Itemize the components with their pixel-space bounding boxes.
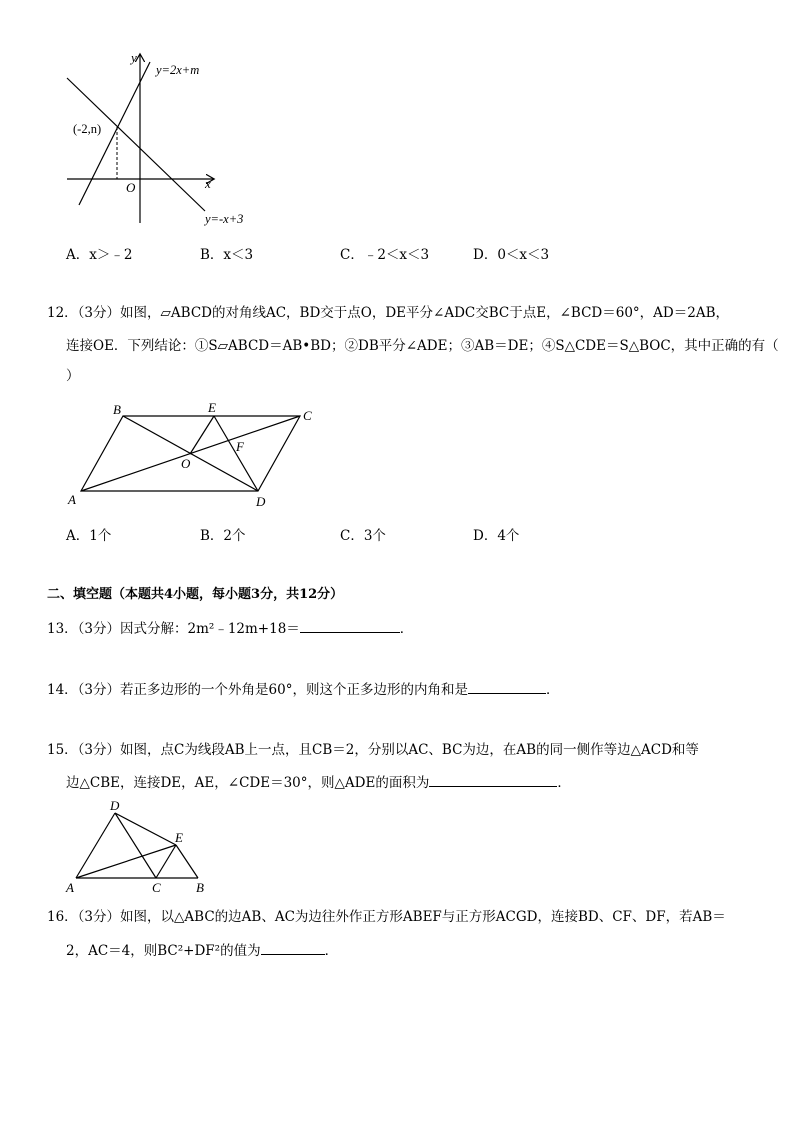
q12-option-d[interactable]: D．4个	[473, 528, 520, 544]
q12-option-a[interactable]: A．1个	[66, 528, 112, 544]
q12-figure	[60, 398, 330, 513]
q13-text: 13．（3分）因式分解：2m²﹣12m+18＝	[47, 621, 300, 637]
q15-answer-blank[interactable]	[429, 772, 557, 787]
q13-question	[47, 618, 413, 639]
point-d-label: D	[256, 494, 266, 509]
point-a-label: A	[68, 492, 76, 507]
line1-label: y=2x+m	[156, 63, 200, 77]
q16-end: ．	[324, 943, 339, 959]
q15-line2	[66, 772, 571, 793]
q13-answer-blank[interactable]	[300, 618, 400, 633]
line-y-neg-x-plus-3	[67, 78, 205, 211]
q16-answer-blank[interactable]	[261, 940, 325, 955]
point-f-label: F	[236, 439, 244, 454]
point-a-label: A	[66, 880, 74, 895]
q12-line2: 连接OE．下列结论：①S▱ABCD＝AB•BD；②DB平分∠ADE；③AB＝DE；④S△CDE＝S△BOC，其中正确的有（	[66, 338, 779, 354]
q15-line2-text: 边△CBE，连接DE，AE，∠CDE＝30°，则△ADE的面积为	[66, 775, 430, 791]
point-e-label: E	[208, 400, 216, 415]
origin-label: O	[126, 180, 136, 195]
point-b-label: B	[113, 402, 121, 417]
q14-end: ．	[545, 682, 560, 698]
point-label: (-2,n)	[73, 122, 102, 136]
q12-line1: 12．（3分）如图，▱ABCD的对角线AC，BD交于点O，DE平分∠ADC交BC于点E，∠BCD＝60°，AD＝2AB，	[47, 305, 730, 321]
section-heading: 二、填空题（本题共4小题，每小题3分，共12分）	[47, 587, 344, 602]
q12-line3: ）	[66, 368, 80, 384]
point-c-label: C	[152, 880, 161, 895]
q14-question	[47, 679, 559, 700]
q12-option-c[interactable]: C．3个	[340, 528, 386, 544]
segment-oe	[190, 416, 214, 454]
q13-end: ．	[399, 621, 414, 637]
point-e-label: E	[175, 830, 183, 845]
q15-end: ．	[557, 775, 571, 791]
point-c-label: C	[303, 408, 312, 423]
q11-figure	[55, 45, 285, 235]
x-axis-label: x	[205, 176, 211, 191]
y-axis-label: y	[131, 50, 137, 65]
segment-dc	[115, 813, 156, 878]
segment-de	[115, 813, 176, 845]
point-o-label: O	[181, 456, 191, 471]
q16-line1: 16．（3分）如图，以△ABC的边AB、AC为边往外作正方形ABEF与正方形ACGD，连接BD、CF、DF，若AB＝	[47, 909, 726, 925]
point-d-label: D	[110, 798, 120, 813]
q12-option-b[interactable]: B．2个	[200, 528, 246, 544]
q16-line2	[66, 940, 338, 961]
q15-figure	[60, 796, 220, 896]
q15-line1: 15．（3分）如图，点C为线段AB上一点，且CB＝2，分别以AC、BC为边，在AB的同一侧作等边△ACD和等	[47, 742, 699, 758]
segment-ae	[76, 845, 176, 878]
q14-text: 14．（3分）若正多边形的一个外角是60°，则这个正多边形的内角和是	[47, 682, 468, 698]
segment-eb	[176, 845, 198, 878]
q11-option-b[interactable]: B．x＜3	[200, 247, 254, 263]
segment-ad	[76, 813, 115, 878]
segment-ce	[156, 845, 176, 878]
line2-label: y=-x+3	[205, 212, 244, 226]
q11-option-c[interactable]: C．﹣2＜x＜3	[340, 247, 430, 263]
q16-line2-text: 2，AC＝4，则BC²+DF²的值为	[66, 943, 261, 959]
q14-answer-blank[interactable]	[468, 679, 546, 694]
point-b-label: B	[196, 880, 204, 895]
q11-option-d[interactable]: D．0＜x＜3	[473, 247, 550, 263]
q11-option-a[interactable]: A．x＞﹣2	[66, 247, 133, 263]
